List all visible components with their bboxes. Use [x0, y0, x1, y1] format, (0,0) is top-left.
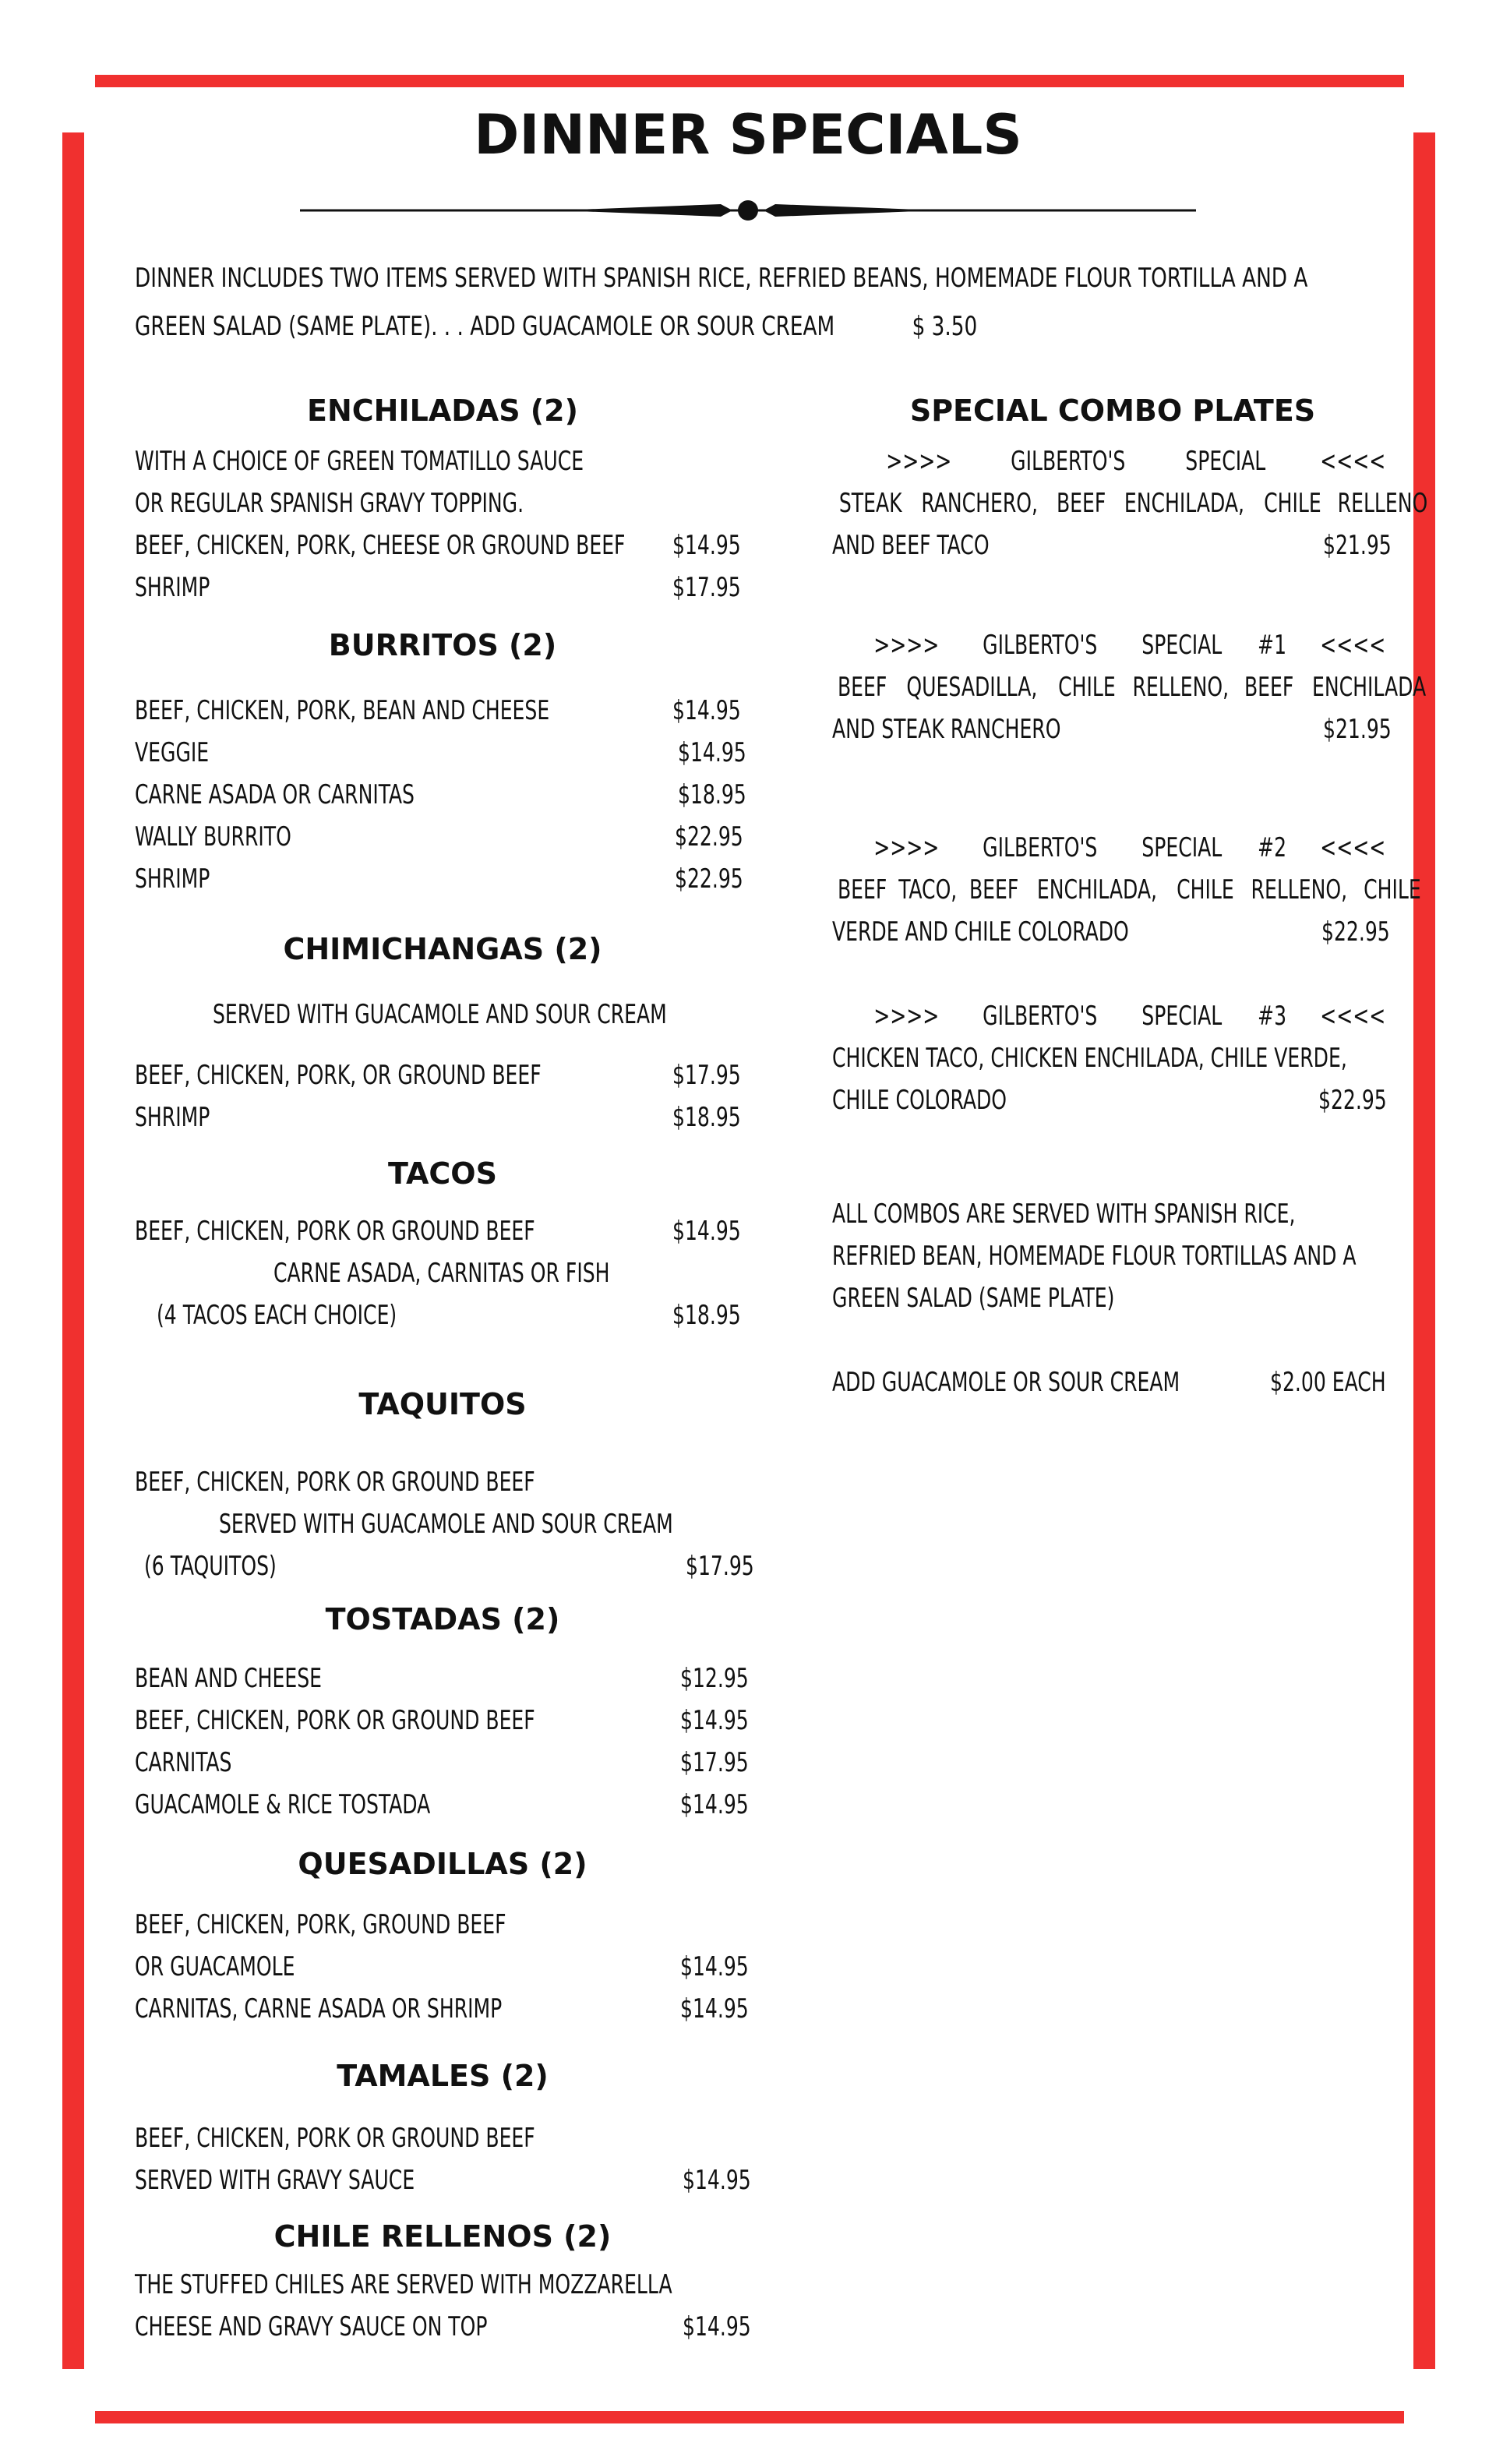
combo-desc-line: CHICKEN TACO, CHICKEN ENCHILADA, CHILE VERDE, [832, 1043, 1347, 1074]
combo-price: $21.95 [1323, 530, 1392, 561]
burritos-item-price: $22.95 [675, 821, 743, 853]
tostadas-item-name: CARNITAS [135, 1747, 232, 1778]
frame-bottom-bar [95, 2411, 1404, 2423]
combo-desc-line-2: VERDE AND CHILE COLORADO [832, 916, 1129, 948]
enchiladas-item-name: SHRIMP [135, 572, 210, 603]
frame-left-bar [62, 132, 84, 2369]
chile-rellenos-line-2: CHEESE AND GRAVY SAUCE ON TOP [135, 2311, 488, 2342]
combo-price: $22.95 [1321, 916, 1390, 948]
tostadas-item-name: BEAN AND CHEESE [135, 1663, 322, 1694]
burritos-item-name: WALLY BURRITO [135, 821, 291, 853]
page-title: DINNER SPECIALS [474, 103, 1022, 167]
chimichangas-item-name: BEEF, CHICKEN, PORK, OR GROUND BEEF [135, 1060, 542, 1091]
quesadillas-price: $14.95 [680, 1951, 749, 1982]
intro-line-1: DINNER INCLUDES TWO ITEMS SERVED WITH SPANISH RICE, REFRIED BEANS, HOMEMADE FLOUR TORTILLA AND A [135, 263, 1308, 294]
burritos-item-price: $14.95 [672, 695, 741, 726]
tamales-line-2: SERVED WITH GRAVY SAUCE [135, 2165, 415, 2196]
section-title-chimichangas: CHIMICHANGAS (2) [283, 932, 602, 966]
chile-rellenos-price: $14.95 [683, 2311, 751, 2342]
intro-price: $ 3.50 [912, 311, 978, 342]
tostadas-item-name: GUACAMOLE & RICE TOSTADA [135, 1789, 431, 1820]
combo-desc-line-2: AND STEAK RANCHERO [832, 714, 1061, 745]
combo-heading: >>>> GILBERTO'S SPECIAL #3 <<<< [873, 1001, 1386, 1032]
combo-heading: >>>> GILBERTO'S SPECIAL <<<< [886, 446, 1386, 477]
section-title-burritos: BURRITOS (2) [328, 628, 557, 662]
tacos-note: (4 TACOS EACH CHOICE) [157, 1300, 397, 1331]
enchiladas-desc-1: WITH A CHOICE OF GREEN TOMATILLO SAUCE [135, 446, 584, 477]
combo-note-line-2: REFRIED BEAN, HOMEMADE FLOUR TORTILLAS AND A [832, 1241, 1357, 1272]
combo-price: $21.95 [1323, 714, 1392, 745]
combo-addon-label: ADD GUACAMOLE OR SOUR CREAM [832, 1367, 1180, 1398]
burritos-item-name: BEEF, CHICKEN, PORK, BEAN AND CHEESE [135, 695, 550, 726]
taquitos-line-2: SERVED WITH GUACAMOLE AND SOUR CREAM [219, 1509, 673, 1540]
burritos-item-price: $18.95 [678, 779, 746, 810]
combo-desc-line-2: CHILE COLORADO [832, 1085, 1007, 1116]
section-title-taquitos: TAQUITOS [358, 1387, 527, 1421]
enchiladas-item-name: BEEF, CHICKEN, PORK, CHEESE OR GROUND BEEF [135, 530, 626, 561]
burritos-item-price: $14.95 [678, 737, 746, 768]
frame-right-bar [1413, 132, 1435, 2369]
burritos-item-name: CARNE ASADA OR CARNITAS [135, 779, 415, 810]
tamales-line-1: BEEF, CHICKEN, PORK OR GROUND BEEF [135, 2123, 535, 2154]
chimichangas-item-price: $17.95 [672, 1060, 741, 1091]
combo-heading: >>>> GILBERTO'S SPECIAL #2 <<<< [873, 832, 1386, 863]
burritos-item-price: $22.95 [675, 863, 743, 895]
quesadillas-line-3: CARNITAS, CARNE ASADA OR SHRIMP [135, 1993, 503, 2025]
tacos-item-price: $18.95 [672, 1300, 741, 1331]
tostadas-item-price: $14.95 [680, 1705, 749, 1736]
quesadillas-line-1: BEEF, CHICKEN, PORK, GROUND BEEF [135, 1909, 506, 1940]
tostadas-item-name: BEEF, CHICKEN, PORK OR GROUND BEEF [135, 1705, 535, 1736]
section-title-chile-rellenos: CHILE RELLENOS (2) [273, 2219, 612, 2254]
section-title-combo-plates: SPECIAL COMBO PLATES [909, 394, 1316, 428]
combo-desc-line-2: AND BEEF TACO [832, 530, 990, 561]
taquitos-line-1: BEEF, CHICKEN, PORK OR GROUND BEEF [135, 1467, 535, 1498]
tostadas-item-price: $17.95 [680, 1747, 749, 1778]
taquitos-note: (6 TAQUITOS) [144, 1551, 277, 1582]
enchiladas-desc-2: OR REGULAR SPANISH GRAVY TOPPING. [135, 488, 524, 519]
section-title-quesadillas: QUESADILLAS (2) [298, 1847, 587, 1881]
section-title-tamales: TAMALES (2) [337, 2059, 549, 2093]
intro-text [135, 254, 1308, 351]
burritos-item-name: SHRIMP [135, 863, 210, 895]
combo-desc-line: BEEF TACO, BEEF ENCHILADA, CHILE RELLENO, CHILE [837, 874, 1421, 905]
ornament-divider-icon [300, 193, 1196, 224]
combo-note-line-3: GREEN SALAD (SAME PLATE) [832, 1283, 1115, 1314]
combo-note-line-1: ALL COMBOS ARE SERVED WITH SPANISH RICE, [832, 1198, 1296, 1230]
combo-desc-line: BEEF QUESADILLA, CHILE RELLENO, BEEF ENCHILADA [837, 672, 1426, 703]
section-title-tostadas: TOSTADAS (2) [325, 1602, 560, 1636]
tostadas-item-price: $14.95 [680, 1789, 749, 1820]
quesadillas-price: $14.95 [680, 1993, 749, 2025]
tacos-item-price: $14.95 [672, 1216, 741, 1247]
quesadillas-line-2: OR GUACAMOLE [135, 1951, 295, 1982]
intro-line-2: GREEN SALAD (SAME PLATE). . . ADD GUACAMOLE OR SOUR CREAM [135, 311, 835, 342]
frame-top-bar [95, 75, 1404, 87]
combo-desc-line: STEAK RANCHERO, BEEF ENCHILADA, CHILE RELLENO [838, 488, 1427, 519]
chimichangas-desc: SERVED WITH GUACAMOLE AND SOUR CREAM [213, 999, 667, 1030]
section-title-enchiladas: ENCHILADAS (2) [307, 394, 578, 428]
tacos-item-name: BEEF, CHICKEN, PORK OR GROUND BEEF [135, 1216, 535, 1247]
chimichangas-item-price: $18.95 [672, 1102, 741, 1133]
chile-rellenos-line-1: THE STUFFED CHILES ARE SERVED WITH MOZZARELLA [135, 2269, 672, 2300]
tamales-price: $14.95 [683, 2165, 751, 2196]
taquitos-price: $17.95 [686, 1551, 754, 1582]
chimichangas-item-name: SHRIMP [135, 1102, 210, 1133]
combo-heading: >>>> GILBERTO'S SPECIAL #1 <<<< [873, 630, 1386, 661]
combo-addon-price: $2.00 EACH [1270, 1367, 1386, 1398]
section-title-tacos: TACOS [388, 1156, 497, 1191]
combo-price: $22.95 [1318, 1085, 1387, 1116]
enchiladas-item-price: $14.95 [672, 530, 741, 561]
enchiladas-item-price: $17.95 [672, 572, 741, 603]
tostadas-item-price: $12.95 [680, 1663, 749, 1694]
tacos-item-name: CARNE ASADA, CARNITAS OR FISH [273, 1258, 610, 1289]
burritos-item-name: VEGGIE [135, 737, 210, 768]
